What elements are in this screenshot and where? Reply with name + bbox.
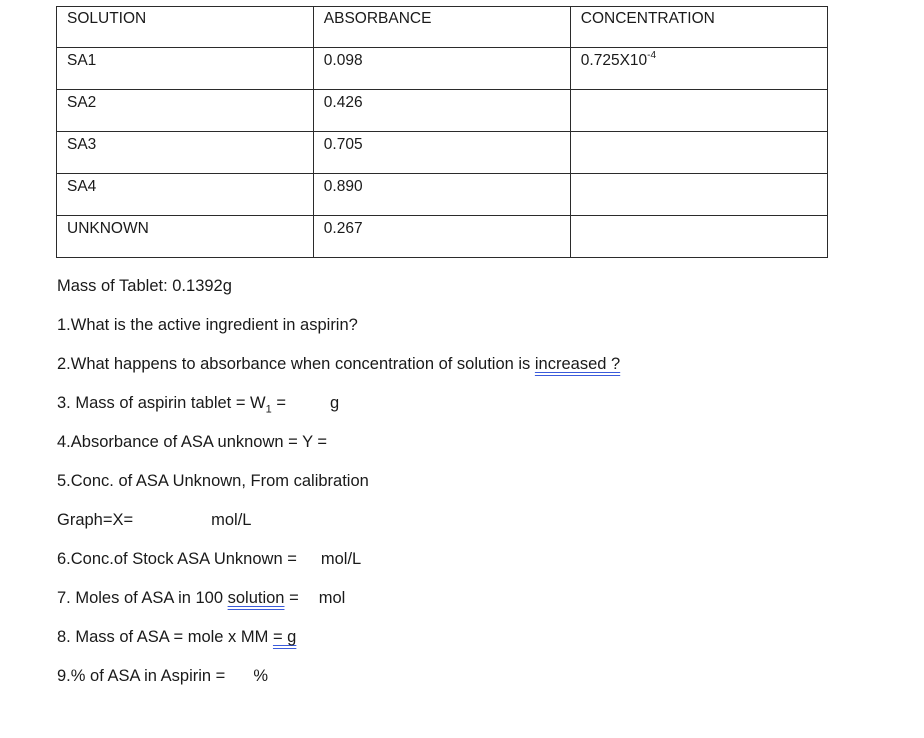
header-absorbance: ABSORBANCE — [313, 7, 570, 48]
cell-concentration — [570, 90, 827, 132]
cell-solution: SA2 — [57, 90, 314, 132]
cell-concentration — [570, 48, 827, 90]
question-8 — [57, 628, 296, 647]
table-header-row — [57, 7, 828, 48]
question-3 — [57, 394, 340, 416]
header-concentration: CONCENTRATION — [570, 7, 827, 48]
question-9-unit: % — [253, 667, 268, 685]
question-6-text: 6.Conc.of Stock ASA Unknown = — [57, 550, 297, 568]
table-row — [57, 132, 828, 174]
question-2-text: 2.What happens to absorbance when concentration of solution is — [57, 355, 535, 373]
question-5-graph-text: Graph=X= — [57, 511, 134, 529]
cell-concentration — [570, 216, 827, 258]
table-row — [57, 216, 828, 258]
table-row — [57, 90, 828, 132]
question-4: 4.Absorbance of ASA unknown = Y = — [57, 433, 328, 451]
question-5: 5.Conc. of ASA Unknown, From calibration — [57, 472, 369, 490]
cell-concentration — [570, 174, 827, 216]
question-8-underlined: = g — [272, 628, 297, 646]
concentration-base: 0.725X10 — [580, 52, 648, 69]
question-7-underlined: solution — [227, 589, 285, 607]
cell-solution: SA4 — [57, 174, 314, 216]
cell-solution: SA1 — [57, 48, 314, 90]
question-6-unit: mol/L — [320, 550, 362, 568]
question-2 — [57, 355, 620, 374]
cell-absorbance: 0.705 — [313, 132, 570, 174]
question-7-text: 7. Moles of ASA in 100 — [57, 589, 228, 607]
question-1: 1.What is the active ingredient in aspirin? — [57, 316, 358, 334]
question-6 — [57, 550, 361, 569]
cell-absorbance: 0.426 — [313, 90, 570, 132]
question-7 — [57, 589, 345, 608]
cell-solution: UNKNOWN — [57, 216, 314, 258]
question-7-unit: mol — [318, 589, 346, 607]
cell-concentration — [570, 132, 827, 174]
question-3-subscript: 1 — [265, 403, 272, 416]
question-2-underlined: increased ? — [534, 355, 621, 373]
question-5-graph — [57, 511, 252, 530]
table-row — [57, 48, 828, 90]
data-table — [56, 6, 828, 258]
question-5-unit: mol/L — [211, 511, 252, 529]
question-7-equals: = — [284, 589, 299, 607]
question-9 — [57, 667, 268, 686]
question-3-unit: g — [330, 394, 340, 412]
cell-absorbance: 0.267 — [313, 216, 570, 258]
concentration-exponent: -4 — [647, 49, 657, 61]
cell-absorbance: 0.098 — [313, 48, 570, 90]
question-3-equals: = — [271, 394, 286, 412]
cell-absorbance: 0.890 — [313, 174, 570, 216]
cell-solution: SA3 — [57, 132, 314, 174]
question-9-text: 9.% of ASA in Aspirin = — [57, 667, 226, 685]
question-3-text: 3. Mass of aspirin tablet = W — [57, 394, 266, 412]
question-8-text: 8. Mass of ASA = mole x MM — [57, 628, 273, 646]
mass-of-tablet: Mass of Tablet: 0.1392g — [57, 277, 232, 295]
table-row — [57, 174, 828, 216]
header-solution: SOLUTION — [57, 7, 314, 48]
